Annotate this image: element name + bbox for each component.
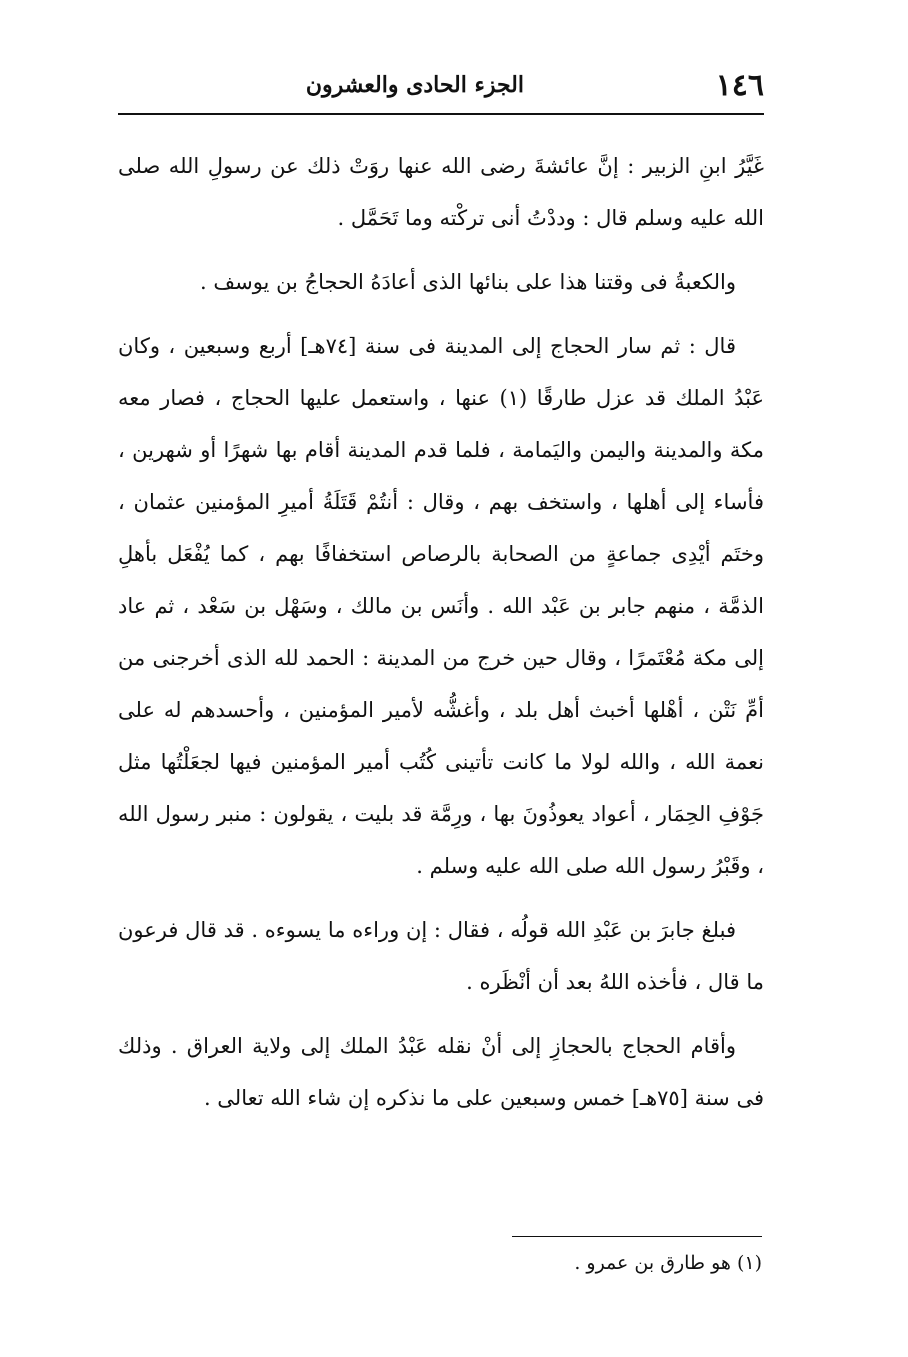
footnote: (١) هو طارق بن عمرو . [574, 1252, 762, 1274]
page-header [118, 58, 764, 108]
header-rule [118, 113, 764, 115]
paragraph: وأقام الحجاج بالحجازِ إلى أنْ نقله عَبْدُ الملك إلى ولاية العراق . وذلك فى سنة [٧٥هـ] خمس وسبعين على ما نذكره إن شاء الله تعالى . [118, 1034, 764, 1110]
paragraph: فبلغ جابرَ بن عَبْدِ الله قولُه ، فقال : إن وراءه ما يسوءه . قد قال فرعون ما قال ، فأخذه اللهُ بعد أن أنْظَره . [118, 918, 764, 994]
running-title: الجزء الحادى والعشرون [305, 72, 524, 98]
footnote-rule [512, 1236, 762, 1237]
paragraph: قال : ثم سار الحجاج إلى المدينة فى سنة [٧٤هـ] أربع وسبعين ، وكان عَبْدُ الملك قد عزل طارقًا (١) عنها ، واستعمل عليها الحجاج ، فصار معه مكة والمدينة واليمن واليَمامة ، فلما قدم المدينة أقام بها شهرًا أو شهرين ، فأساء إلى أهلها ، واستخف بهم ، وقال : أنتُمْ قَتَلَةُ أميرِ المؤمنين عثمان ، وختَم أيْدِى جماعةٍ من الصحابة بالرصاص استخفافًا بهم ، كما يُفْعَل بأهلِ الذمَّة ، منهم جابر بن عَبْد الله . وأنَس بن مالك ، وسَهْل بن سَعْد ، ثم عاد إلى مكة مُعْتَمرًا ، وقال حين خرج من المدينة : الحمد لله الذى أخرجنى من أمِّ نَتْن ، أهْلها أخبث أهل بلد ، وأغشُّه لأمير المؤمنين ، وأحسدهم له على نعمة الله ، والله لولا ما كانت تأتينى كُتُب أمير المؤمنين فيها لجعَلْتُها مثل جَوْفِ الحِمَار ، أعواد يعوذُونَ بها ، ورِمَّة قد بليت ، يقولون : منبر رسول الله ، وقَبْرُ رسول الله صلى الله عليه وسلم . [118, 334, 764, 878]
paragraph: والكعبةُ فى وقتنا هذا على بنائها الذى أعادَهُ الحجاجُ بن يوسف . [200, 270, 736, 294]
page-number: ١٤٦ [715, 68, 764, 103]
paragraph: غَيَّرُ ابنِ الزبير : إنَّ عائشةَ رضى الله عنها روَتْ ذلك عن رسولِ الله صلى الله عليه وسلم قال : وددْتُ أنى تركْته وما تَحَمَّل . [118, 154, 764, 230]
page-body [118, 140, 764, 1136]
